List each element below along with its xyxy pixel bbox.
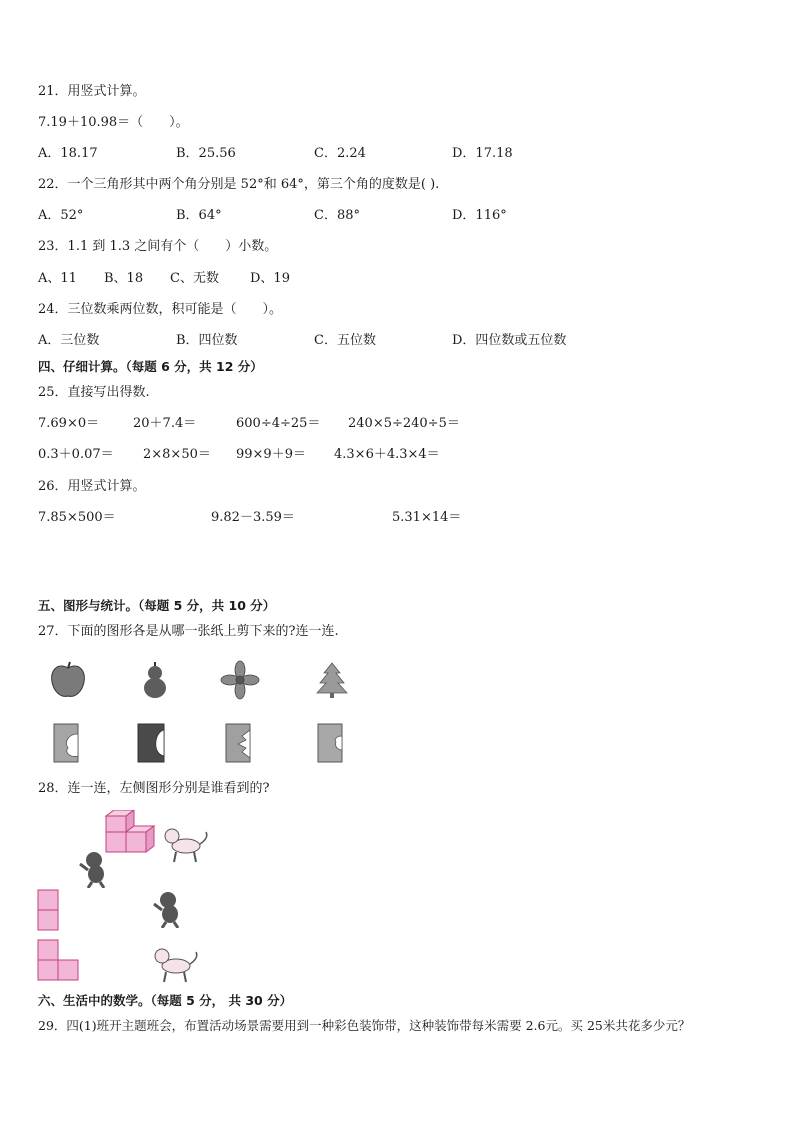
q26-item: 7.85×500＝	[38, 510, 116, 525]
tree-icon	[312, 660, 352, 700]
q22-option-c: C．88°	[314, 208, 360, 223]
q21-option-a: A．18.17	[38, 146, 98, 161]
monkey-icon	[150, 888, 190, 928]
q21-stem: 21．用竖式计算。	[38, 84, 146, 99]
apple-icon	[48, 660, 88, 700]
q23-option-a: A、11	[38, 271, 77, 286]
q23-option-d: D、19	[250, 271, 290, 286]
dog-icon	[160, 824, 210, 864]
q22-option-d: D．116°	[452, 208, 507, 223]
side-view-figure	[36, 938, 84, 984]
q27-stem: 27．下面的图形各是从哪一张纸上剪下来的?连一连.	[38, 624, 339, 639]
section-4-heading: 四、仔细计算。（每题 6 分，共 12 分）	[38, 359, 263, 374]
q25-item: 240×5÷240÷5＝	[348, 416, 460, 431]
q25-item: 4.3×6＋4.3×4＝	[334, 447, 440, 462]
q28-stem: 28．连一连，左侧图形分别是谁看到的?	[38, 781, 270, 796]
q25-item: 600÷4÷25＝	[236, 416, 321, 431]
dog-icon	[150, 944, 200, 984]
section-5-heading: 五、图形与统计。（每题 5 分，共 10 分）	[38, 598, 276, 613]
q21-option-c: C．2.24	[314, 146, 366, 161]
cut-paper-icon	[224, 722, 254, 764]
cut-paper-icon	[316, 722, 348, 764]
q22-option-a: A．52°	[38, 208, 84, 223]
q24-option-d: D．四位数或五位数	[452, 333, 567, 348]
q25-item: 99×9＋9＝	[236, 447, 306, 462]
q22-stem: 22．一个三角形其中两个角分别是 52°和 64°，第三个角的度数是( ).	[38, 177, 440, 192]
q21-option-d: D．17.18	[452, 146, 513, 161]
q26-stem: 26．用竖式计算。	[38, 479, 146, 494]
front-view-figure	[36, 888, 62, 932]
q24-option-b: B．四位数	[176, 333, 238, 348]
gourd-icon	[135, 660, 175, 700]
monkey-icon	[76, 848, 116, 888]
q22-option-b: B．64°	[176, 208, 222, 223]
q23-stem: 23．1.1 到 1.3 之间有个（ ）小数。	[38, 239, 278, 254]
q25-item: 7.69×0＝	[38, 416, 100, 431]
q25-stem: 25．直接写出得数.	[38, 385, 150, 400]
q25-item: 2×8×50＝	[143, 447, 211, 462]
q21-option-b: B．25.56	[176, 146, 236, 161]
q21-expression: 7.19＋10.98＝（ ）。	[38, 115, 189, 130]
q26-item: 9.82－3.59＝	[211, 510, 295, 525]
q25-item: 0.3＋0.07＝	[38, 447, 114, 462]
cut-paper-icon	[136, 722, 168, 764]
q24-option-a: A．三位数	[38, 333, 100, 348]
flower-icon	[220, 660, 260, 700]
cut-paper-icon	[52, 722, 82, 764]
q29-stem: 29．四(1)班开主题班会，布置活动场景需要用到一种彩色装饰带，这种装饰带每米需要 2.6元。买 25米共花多少元？	[38, 1018, 691, 1033]
q25-item: 20＋7.4＝	[133, 416, 197, 431]
q24-option-c: C．五位数	[314, 333, 376, 348]
q23-option-c: C、无数	[170, 271, 219, 286]
section-6-heading: 六、生活中的数学。（每题 5 分， 共 30 分）	[38, 993, 293, 1008]
q24-stem: 24．三位数乘两位数，积可能是（ ）。	[38, 302, 283, 317]
q23-option-b: B、18	[104, 271, 144, 286]
q26-item: 5.31×14＝	[392, 510, 462, 525]
